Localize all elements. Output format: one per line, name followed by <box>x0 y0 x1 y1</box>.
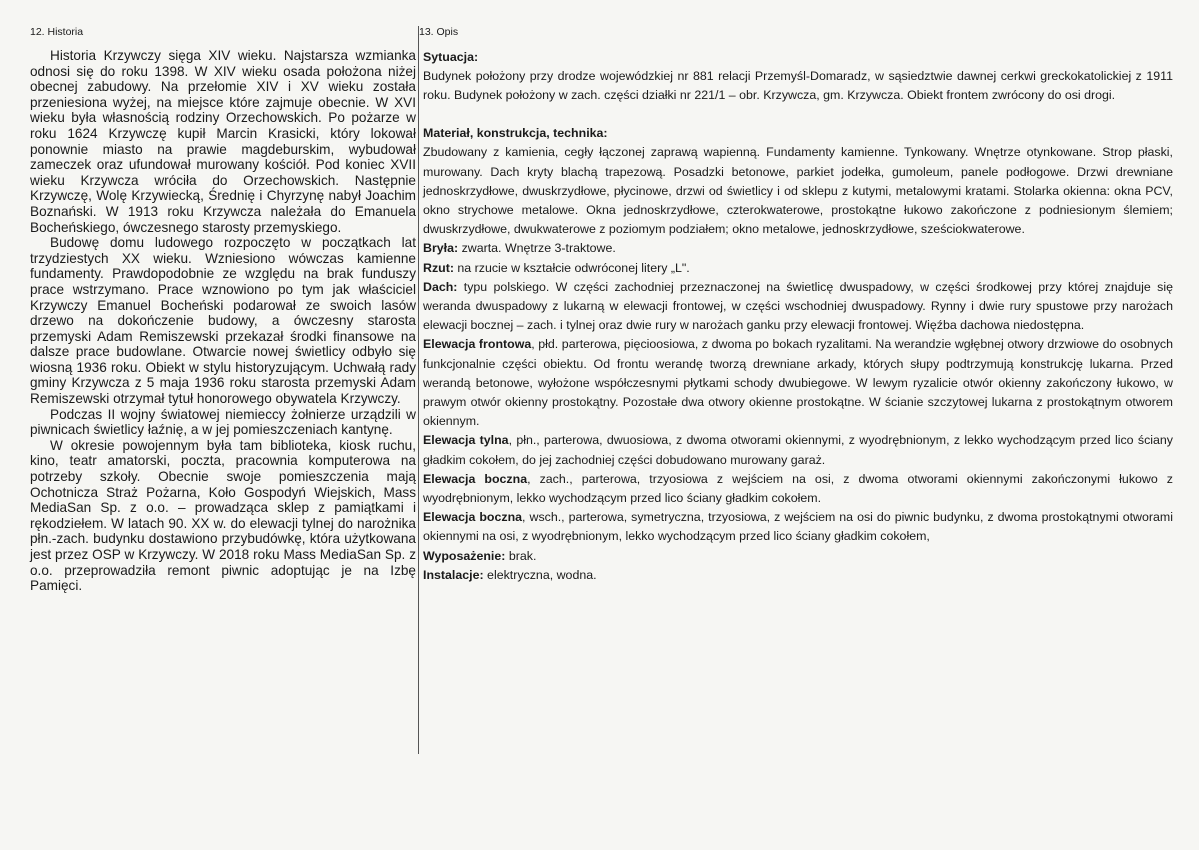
rear-elevation-text: , płn., parterowa, dwuosiowa, z dwoma otworami okiennymi, z wyodrębnionym, z lekko wychodzącym przed lico ściany gładkim cokołem, do jej zachodniej części dobudowano murowany garaż. <box>423 433 1173 467</box>
history-paragraph: Podczas II wojny światowej niemieccy żołnierze urządzili w piwnicach świetlicy łaźnię, a w jej pomieszczeniach kantynę. <box>30 406 416 438</box>
installations-line <box>423 566 1173 585</box>
rzut-line <box>423 259 1173 278</box>
spacer <box>423 105 1173 124</box>
history-paragraph: W okresie powojennym była tam biblioteka, kiosk ruchu, kino, teatr amatorski, poczta, pracownia komputerowa na potrzeby szkoły. Obecnie swoje pomieszczenia mają Ochotnicza Straż Pożarna, Koło Gospodyń Wiejskich, Mass MediaSan Sp. z o.o. – prowadząca sklep z pamiątkami i rękodziełem. W latach 90. XX w. do elewacji tylnej do narożnika płn.-zach. budynku dostawiono przybudówkę, która użytkowana jest przez OSP w Krzywczy. W 2018 roku Mass MediaSan Sp. z o.o. przeprowadziła remont piwnic adoptując je na Izbę Pamięci. <box>30 437 416 594</box>
rear-elevation-label: Elewacja tylna <box>423 433 509 448</box>
bryla-text: zwarta. Wnętrze 3-traktowe. <box>458 241 616 256</box>
side-elevation-east-text: , wsch., parterowa, symetryczna, trzyosiowa, z wejściem na osi do piwnic budynku, z dwoma prostokątnymi otworami okiennymi na osi, z wyodrębnionym, lekko wychodzącym przed lico ściany gładkim cokołem, <box>423 510 1173 544</box>
equipment-line <box>423 547 1173 566</box>
history-text <box>30 48 416 594</box>
dach-text: typu polskiego. W części zachodniej przeznaczonej na świetlicę dwuspadowy, w części środkowej przy której znajduje się weranda dwuspadowy z lukarną w elewacji frontowej, w części wschodniej dwuspadowy. Rynny i dwie rury spustowe przy narożach elewacji bocznej – zach. i tylnej oraz dwie rury w narożach ganku przy elewacji frontowej. Więźba dachowa niedostępna. <box>423 279 1173 333</box>
installations-label: Instalacje: <box>423 567 484 582</box>
front-elevation-label: Elewacja frontowa <box>423 337 532 352</box>
bryla-line <box>423 239 1173 258</box>
front-elevation-text: , płd. parterowa, pięcioosiowa, z dwoma po bokach ryzalitami. Na werandzie wgłębnej otwory drzwiowe do osobnych funkcjonalnie części obiektu. Od frontu werandę tworzą drewniane arkady, których słupy podtrzymują konstrukcję lukarna. Przed werandą betonowe, wyłożone współczesnymi płytkami schody dwubiegowe. W lewym ryzalicie otwór okienny zakończony łukowo, w prawym otwór okienny prostokątny. Pozostałe dwa otwory okienne prostokątne. W ścianie szczytowej lukarna z prostokątnym otworem okiennym. <box>423 337 1173 429</box>
side-elevation-west <box>423 470 1173 508</box>
rzut-label: Rzut: <box>423 260 454 275</box>
material-heading: Materiał, konstrukcja, technika: <box>423 126 608 141</box>
description-body <box>419 48 1173 585</box>
front-elevation <box>423 335 1173 431</box>
rzut-text: na rzucie w kształcie odwróconej litery „L". <box>453 260 690 275</box>
dach-line <box>423 278 1173 336</box>
situation-heading: Sytuacja: <box>423 50 479 64</box>
description-column <box>419 26 1173 766</box>
history-paragraph: Budowę domu ludowego rozpoczęto w początkach lat trzydziestych XX wieku. Wzniesiono wówczas kamienne fundamenty. Prawdopodobnie ze względu na brak funduszy prace wstrzymano. Prace wznowiono po tym jak właściciel Krzywczy Emanuel Bocheński podarował ze swoich lasów drzewo na dokończenie budowy, a ówczesny starosta przemyski Adam Remiszewski przekazał środki finansowe na dalsze prace budowlane. Otwarcie nowej świetlicy odbyło się wiosną 1936 roku. Obiekt w stylu historyzującym. Uchwałą rady gminy Krzywcza z 5 maja 1936 roku starosta przemyski Adam Remiszewski otrzymał tytuł honorowego obywatela Krzywczy. <box>30 235 416 407</box>
history-paragraph: Historia Krzywczy sięga XIV wieku. Najstarsza wzmianka odnosi się do roku 1398. W XIV wieku osada położona niżej obecnej zabudowy. Na przełomie XIV i XV wieku została przeniesiona wyżej, na miejsce które zajmuje obecnie. W XVI wieku była własnością rodziny Orzechowskich. Po pożarze w roku 1624 Krzywczę kupił Marcin Krasicki, który lokował ponownie miasto na prawie magdeburskim, wybudował zameczek oraz ufundował murowany kościół. Pod koniec XVII wieku Krzywcza wróciła do Orzechowskich. Następnie Krzywczę, Wolę Krzywiecką, Średnię i Chyrzynę nabył Joachim Boznański. W 1913 roku Krzywcza należała do Emanuela Bocheńskiego, ówczesnego starosty przemyskiego. <box>30 48 416 235</box>
rear-elevation <box>423 431 1173 469</box>
side-elevation-west-text: , zach., parterowa, trzyosiowa z wejściem na osi, z dwoma otworami okiennymi zakończonymi łukowo z wyodrębnionym, lekko wychodzącym przed lico ściany gładkim cokołem. <box>423 471 1173 506</box>
side-elevation-east-label: Elewacja boczna <box>423 510 523 525</box>
history-column <box>30 26 416 766</box>
side-elevation-west-label: Elewacja boczna <box>423 471 528 486</box>
equipment-text: brak. <box>505 548 537 563</box>
description-section-title: 13. Opis <box>419 26 459 38</box>
bryla-label: Bryła: <box>423 241 459 256</box>
dach-label: Dach: <box>423 279 458 294</box>
history-section-title: 12. Historia <box>30 26 84 38</box>
side-elevation-east <box>423 508 1173 546</box>
situation-text: Budynek położony przy drodze wojewódzkiej nr 881 relacji Przemyśl-Domaradz, w sąsiedztwie dawnej cerkwi greckokatolickiej z 1911 roku. Budynek położony w zach. części działki nr 221/1 – obr. Krzywcza, gm. Krzywcza. Obiekt frontem zwrócony do osi drogi. <box>423 69 1173 103</box>
installations-text: elektryczna, wodna. <box>483 567 597 582</box>
material-text: Zbudowany z kamienia, cegły łączonej zaprawą wapienną. Fundamenty kamienne. Tynkowany. Wnętrze otynkowane. Strop płaski, murowany. Dach kryty blachą trapezową. Posadzki betonowe, parkiet jodełka, gumoleum, panele podłogowe. Drzwi drewniane jednoskrzydłowe, dwuskrzydłowe, płycinowe, drzwi od świetlicy i od sklepu z kutymi, metalowymi kratami. Stolarka okienna: okna PCV, okno strychowe metalowe. Okna jednoskrzydłowe, czterokwaterowe, prostokątne łukowo zakończone z podniesionym ślemiem; dwuskrzydłowe, dwukwaterowe z poziomym podziałem; okno metalowe, jednoskrzydłowe, sześciokwaterowe. <box>423 145 1173 237</box>
equipment-label: Wyposażenie: <box>423 548 506 563</box>
